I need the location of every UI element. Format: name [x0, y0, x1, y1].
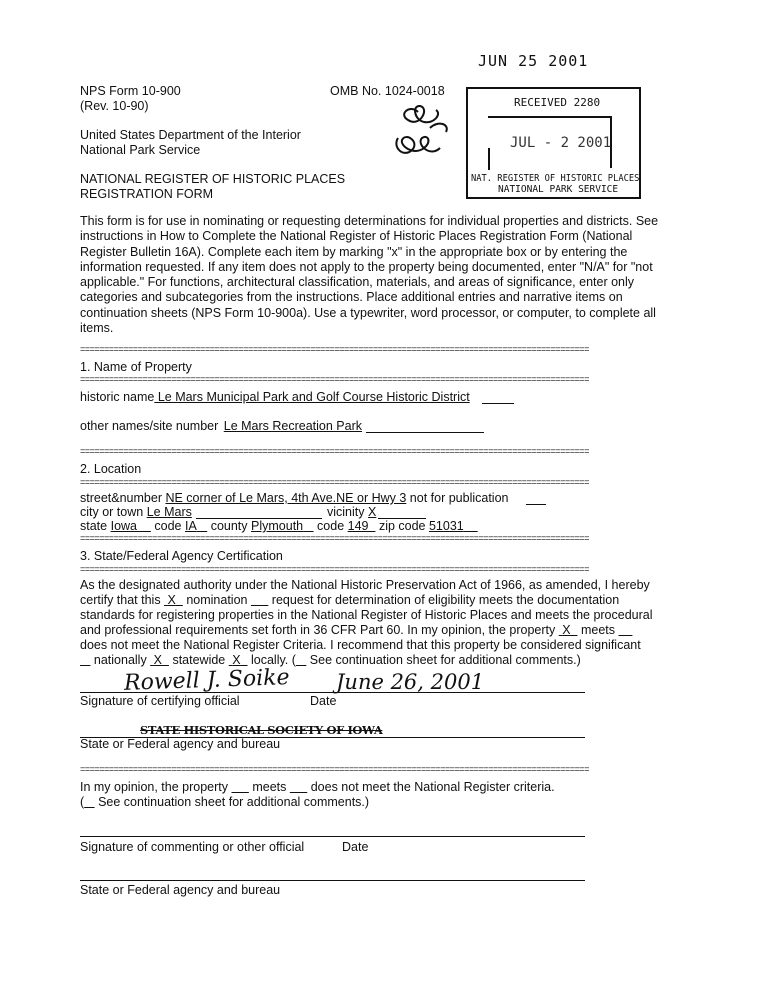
cert-line6: nationally X statewide X locally. ( See continuation sheet for additional comments.)	[80, 653, 581, 668]
stamp-register-line2: NATIONAL PARK SERVICE	[498, 184, 619, 195]
vicinity-label: vicinity	[327, 505, 365, 519]
continuation-sheet-check[interactable]	[296, 653, 306, 667]
cert-line1: As the designated authority under the National Historic Preservation Act of 1966, as amended, I hereby	[80, 578, 650, 592]
does-not-meet-check[interactable]	[619, 623, 633, 637]
section1-heading: 1. Name of Property	[80, 360, 192, 374]
county-value[interactable]: Plymouth	[251, 519, 304, 533]
form-title-line1: NATIONAL REGISTER OF HISTORIC PLACES	[80, 172, 346, 186]
opinion-line2: ( See continuation sheet for additional comments.)	[80, 795, 370, 809]
certifying-date-handwritten: June 26, 2001	[336, 670, 485, 694]
stamp-register-line1: NAT. REGISTER OF HISTORIC PLACES	[471, 173, 640, 184]
state-row	[80, 519, 478, 534]
form-number: NPS Form 10-900	[80, 84, 181, 98]
historic-name-row	[80, 390, 470, 405]
separator-line: ==========================================================================================================	[80, 767, 589, 774]
other-names-value[interactable]: Le Mars Recreation Park	[223, 419, 363, 433]
signature-line	[80, 692, 585, 693]
separator-line: ==========================================================================================================	[80, 567, 589, 574]
vicinity-value[interactable]: X	[368, 505, 377, 519]
statewide-check[interactable]: X	[153, 653, 163, 667]
stamp-inner-line	[488, 116, 612, 118]
state-value[interactable]: Iowa	[110, 519, 137, 533]
comment-signature-line	[80, 836, 585, 837]
meets-criteria-check[interactable]: X	[562, 623, 571, 637]
section2-heading: 2. Location	[80, 462, 142, 476]
omb-number: OMB No. 1024-0018	[330, 84, 445, 98]
county-code-value[interactable]: 149	[347, 519, 369, 533]
opinion-continuation-check[interactable]	[84, 795, 94, 809]
separator-line: ==========================================================================================================	[80, 377, 589, 384]
not-for-publication-blank[interactable]	[526, 504, 546, 505]
historic-name-label: historic name	[80, 390, 155, 404]
form-title-line2: REGISTRATION FORM	[80, 187, 214, 201]
state-code-label: code	[154, 519, 182, 533]
received-stamp-label: RECEIVED 2280	[514, 96, 601, 109]
vicinity-group	[327, 505, 376, 520]
instructions-paragraph: This form is for use in nominating or requesting determinations for individual properties and districts. See instructions in How to Complete the National Register of Historic Places Registration Form (National Register Bulletin 16A). Complete each item by marking "x" in the appropriate box or by entering the information requested. If any item does not apply to the property being documented, enter "N/A" for "not applicable." For functions, architectural classification, materials, and areas of significance, enter only categories and subcategories from the instructions. Place additional entries and narrative items on continuation sheets (NPS Form 10-900a). Use a typewriter, word processor, or computer, to complete all items.	[80, 214, 659, 336]
comment-signature-label: Signature of commenting or other official	[80, 840, 305, 854]
cert-line5: does not meet the National Register Criteria. I recommend that this property be considered significant	[80, 638, 641, 652]
city-label: city or town	[80, 505, 144, 519]
agency-name: National Park Service	[80, 143, 201, 157]
street-row	[80, 491, 508, 506]
determination-check[interactable]	[251, 593, 268, 607]
separator-line: ==========================================================================================================	[80, 480, 589, 487]
nationally-check[interactable]	[80, 653, 90, 667]
zip-value[interactable]: 51031	[428, 519, 464, 533]
agency-line-2	[80, 880, 585, 881]
city-value[interactable]: Le Mars	[146, 505, 192, 519]
historic-name-value[interactable]: Le Mars Municipal Park and Golf Course Historic District	[154, 390, 470, 404]
date-label: Date	[310, 694, 337, 708]
opinion-line1: In my opinion, the property meets does not meet the National Register criteria.	[80, 780, 555, 794]
separator-line: ==========================================================================================================	[80, 347, 589, 354]
county-label: county	[210, 519, 248, 533]
separator-line: ==========================================================================================================	[80, 449, 589, 456]
county-code-label: code	[317, 519, 345, 533]
state-label: state	[80, 519, 108, 533]
cert-line4: and professional requirements set forth in 36 CFR Part 60. In my opinion, the property X meets	[80, 623, 632, 638]
zip-label: zip code	[378, 519, 426, 533]
other-names-label: other names/site number	[80, 419, 219, 433]
cert-line3: standards for registering properties in the National Register of Historic Places and meets the procedural	[80, 608, 653, 622]
not-for-publication-label: not for publication	[409, 491, 509, 505]
stamp-date: JUL - 2 2001	[510, 135, 612, 151]
state-code-value[interactable]: IA	[184, 519, 197, 533]
agency-label: State or Federal agency and bureau	[80, 737, 281, 751]
department-name: United States Department of the Interior	[80, 128, 301, 142]
city-row	[80, 505, 192, 520]
section3-heading: 3. State/Federal Agency Certification	[80, 549, 283, 563]
separator-line: ==========================================================================================================	[80, 536, 589, 543]
street-label: street&number	[80, 491, 162, 505]
certifying-signature: Rowell J. Soike	[123, 665, 290, 696]
street-value[interactable]: NE corner of Le Mars, 4th Ave.NE or Hwy 3	[165, 491, 407, 505]
stamp-inner-bracket-left	[488, 148, 490, 170]
handwritten-initials-mark	[390, 100, 460, 170]
comment-date-label: Date	[342, 840, 369, 854]
other-names-row	[80, 419, 362, 434]
agency-stamp-text: STATE HISTORICAL SOCIETY OF IOWA	[140, 723, 383, 737]
date-received-stamp: JUN 25 2001	[478, 52, 589, 70]
signature-label: Signature of certifying official	[80, 694, 240, 708]
historic-name-blank	[482, 403, 514, 404]
locally-check[interactable]: X	[232, 653, 241, 667]
other-names-blank	[366, 432, 484, 433]
cert-line2: certify that this X nomination request for determination of eligibility meets the documentation	[80, 593, 620, 607]
opinion-meets-check[interactable]	[231, 780, 248, 794]
form-revision: (Rev. 10-90)	[80, 99, 149, 113]
agency-label-2: State or Federal agency and bureau	[80, 883, 281, 897]
nomination-check[interactable]: X	[167, 593, 176, 607]
opinion-not-meet-check[interactable]	[290, 780, 307, 794]
